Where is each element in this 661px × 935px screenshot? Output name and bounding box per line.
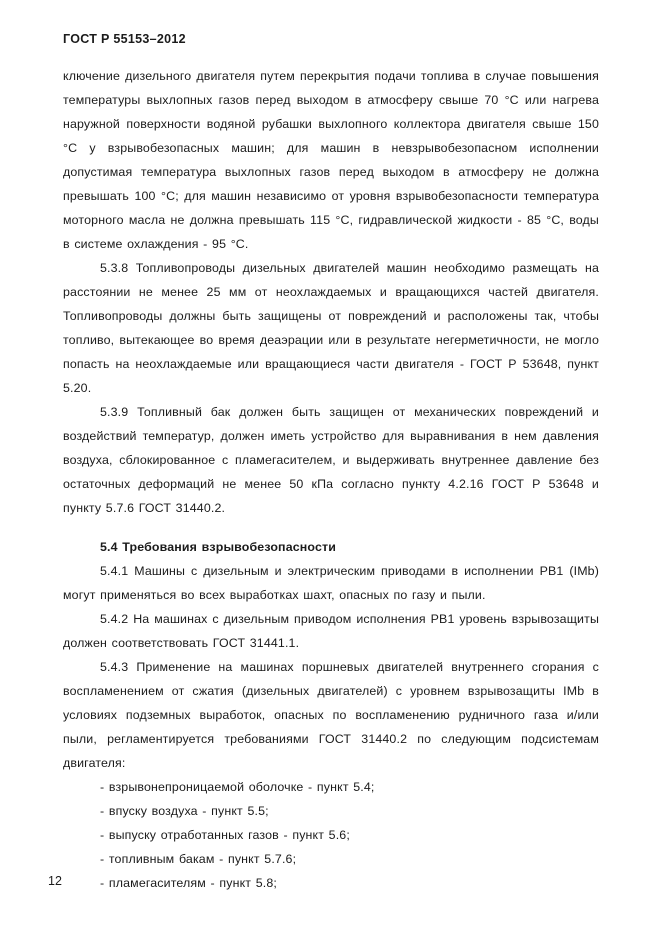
page-number: 12 [48,874,62,888]
paragraph: 5.4.1 Машины с дизельным и электрическим приводами в исполнении РВ1 (IMb) могут применяться во всех выработках шахт, опасных по газу и пыли. [63,564,599,602]
list-item: - топливным бакам - пункт 5.7.6; [100,852,297,866]
section-heading: 5.4 Требования взрывобезопасности [100,540,336,554]
document-body [63,64,599,895]
paragraph: ключение дизельного двигателя путем перекрытия подачи топлива в случае повышения температуры выхлопных газов перед выходом в атмосферу свыше 70 °С или нагрева наружной поверхности водяной рубашки выхлопного коллектора двигателя свыше 150 °С у взрывобезопасных машин; для машин в невзрывобезопасном исполнении допустимая температура выхлопных газов перед выходом в атмосферу не должна превышать 100 °С; для машин независимо от уровня взрывобезопасности температура моторного масла не должна превышать 115 °С, гидравлической жидкости - 85 °С, воды в системе охлаждения - 95 °С. [63,69,599,251]
list-item: - взрывонепроницаемой оболочке - пункт 5.4; [100,780,375,794]
paragraph: 5.3.9 Топливный бак должен быть защищен от механических повреждений и воздействий температур, должен иметь устройство для выравнивания в нем давления воздуха, сблокированное с пламегасителем, и выдерживать внутреннее давление без остаточных деформаций не менее 50 кПа согласно пункту 4.2.16 ГОСТ Р 53648 и пункту 5.7.6 ГОСТ 31440.2. [63,405,599,515]
doc-number: ГОСТ Р 55153–2012 [63,32,186,46]
list-item: - впуску воздуха - пункт 5.5; [100,804,269,818]
paragraph: 5.4.3 Применение на машинах поршневых двигателей внутреннего сгорания с воспламенением от сжатия (дизельных двигателей) с уровнем взрывозащиты IMb в условиях подземных выработок, опасных по воспламенению рудничного газа и/или пыли, регламентируется требованиями ГОСТ 31440.2 по следующим подсистемам двигателя: [63,660,599,770]
list-item: - выпуску отработанных газов - пункт 5.6; [100,828,350,842]
paragraph: 5.4.2 На машинах с дизельным приводом исполнения РВ1 уровень взрывозащиты должен соответствовать ГОСТ 31441.1. [63,612,599,650]
list-item: - пламегасителям - пункт 5.8; [100,876,277,890]
paragraph: 5.3.8 Топливопроводы дизельных двигателей машин необходимо размещать на расстоянии не менее 25 мм от неохлаждаемых и вращающихся частей двигателя. Топливопроводы должны быть защищены от повреждений и расположены так, чтобы топливо, вытекающее во время деаэрации или в результате негерметичности, не могло попасть на неохлаждаемые или вращающиеся части двигателя - ГОСТ Р 53648, пункт 5.20. [63,261,599,395]
